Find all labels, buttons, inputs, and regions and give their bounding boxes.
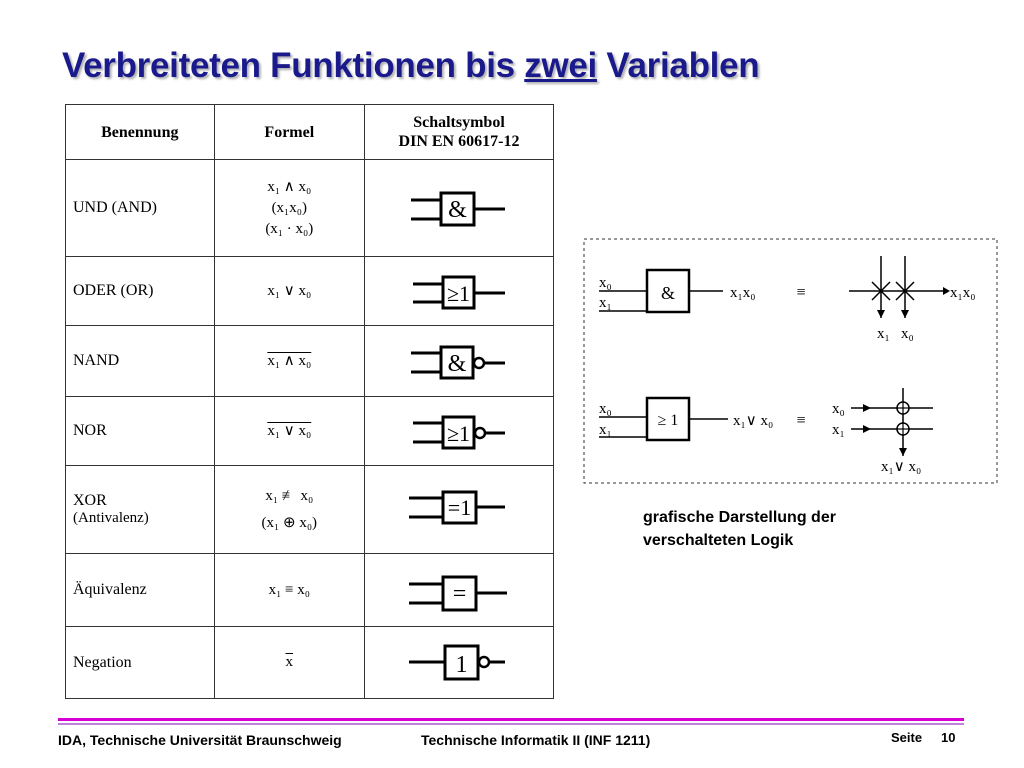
gate-label: ≥1 — [446, 420, 471, 446]
node-in-bottom: x₁ — [832, 422, 845, 438]
header-name: Benennung — [66, 105, 215, 160]
row-name: NAND — [66, 326, 215, 397]
or-out: x₁∨ x₀ — [733, 413, 774, 429]
formula-line: x₁ ∧ x₀ — [267, 352, 312, 369]
footer-page-number: 10 — [941, 730, 956, 745]
table-row — [66, 257, 554, 326]
and-in-bottom: x₁ — [599, 295, 612, 311]
cross-in-right: x₀ — [901, 326, 914, 342]
table-row — [66, 627, 554, 699]
or-equiv: ≡ — [796, 412, 806, 429]
row-symbol — [365, 326, 554, 397]
row-name-main: XOR — [73, 492, 107, 509]
equivalence-gate-symbol — [365, 555, 553, 626]
table-row — [66, 397, 554, 466]
gate-label: & — [448, 196, 467, 223]
footer-course: Technische Informatik II (INF 1211) — [421, 732, 651, 748]
title-underlined: zwei — [524, 46, 597, 85]
xor-gate-symbol — [365, 467, 553, 553]
formula-line: x₁ ∧ x₀ — [267, 178, 312, 195]
gate-label: & — [447, 350, 467, 377]
table-row — [66, 160, 554, 257]
and-out: x₁x₀ — [730, 285, 756, 301]
formula-line: (x₁ · x₀) — [265, 220, 314, 237]
or-in-top: x₀ — [599, 401, 612, 417]
not-gate-symbol — [365, 628, 553, 698]
row-name — [66, 466, 215, 554]
and-gate-symbol — [365, 161, 553, 256]
formula-line: x₁ ≢ x₀ — [265, 487, 314, 504]
node-in-top: x₀ — [832, 401, 845, 417]
gate-label: =1 — [447, 494, 472, 520]
cross-in-left: x₁ — [877, 326, 890, 342]
or-in-bottom: x₁ — [599, 422, 612, 438]
cross-out: x₁x₀ — [950, 285, 976, 301]
footer-institution: IDA, Technische Universität Braunschweig — [58, 732, 342, 748]
gate-label: 1 — [455, 651, 468, 678]
formula-line: x₁ ∨ x₀ — [267, 422, 312, 439]
node-out: x₁∨ x₀ — [881, 459, 922, 475]
row-name-sub: (Antivalenz) — [73, 510, 149, 526]
footer-divider — [58, 718, 964, 721]
or-gate-label: ≥ 1 — [657, 412, 679, 429]
formula-line: x₁ ∨ x₀ — [267, 282, 312, 299]
table-row — [66, 466, 554, 554]
logic-diagram — [583, 238, 999, 486]
or-gate-symbol — [365, 258, 553, 325]
row-name: Äquivalenz — [66, 554, 215, 627]
title-part2: Variablen — [596, 46, 760, 85]
page-title — [62, 46, 759, 86]
row-name: Negation — [66, 627, 215, 699]
table-header-row — [66, 105, 554, 160]
row-symbol — [365, 466, 554, 554]
row-formula — [214, 160, 364, 257]
row-symbol — [365, 397, 554, 466]
header-symbol — [365, 105, 554, 160]
row-name: NOR — [66, 397, 215, 466]
gate-label: = — [452, 580, 467, 607]
function-table — [65, 104, 554, 699]
and-equiv: ≡ — [796, 284, 806, 301]
header-formula: Formel — [214, 105, 364, 160]
row-formula — [214, 554, 364, 627]
row-symbol — [365, 554, 554, 627]
formula-line: $\overline{x}$ — [285, 654, 294, 670]
caption-line1: grafische Darstellung der — [643, 509, 836, 526]
nand-gate-symbol — [365, 327, 553, 396]
row-formula — [214, 257, 364, 326]
row-formula — [214, 627, 364, 699]
table-row — [66, 326, 554, 397]
row-symbol — [365, 257, 554, 326]
footer-divider-secondary — [58, 723, 964, 725]
gate-label: ≥1 — [446, 280, 471, 306]
and-in-top: x₀ — [599, 275, 612, 291]
row-formula — [214, 466, 364, 554]
row-formula — [214, 397, 364, 466]
header-symbol-line2: DIN EN 60617-12 — [398, 133, 520, 150]
caption-line2: verschalteten Logik — [643, 532, 794, 549]
row-name: ODER (OR) — [66, 257, 215, 326]
formula-line: x₁ ≡ x₀ — [268, 581, 310, 598]
formula-line: (x₁ ⊕ x₀) — [261, 514, 318, 531]
footer-page-label: Seite — [891, 730, 923, 745]
row-formula — [214, 326, 364, 397]
header-symbol-line1: Schaltsymbol — [413, 114, 505, 131]
diagram-caption — [643, 506, 836, 552]
formula-line: (x₁x₀) — [271, 199, 308, 216]
nor-gate-symbol — [365, 398, 553, 465]
row-name: UND (AND) — [66, 160, 215, 257]
row-symbol — [365, 160, 554, 257]
row-symbol — [365, 627, 554, 699]
table-row — [66, 554, 554, 627]
title-part1: Verbreiteten Funktionen bis — [62, 46, 525, 85]
and-gate-label: & — [660, 283, 676, 303]
